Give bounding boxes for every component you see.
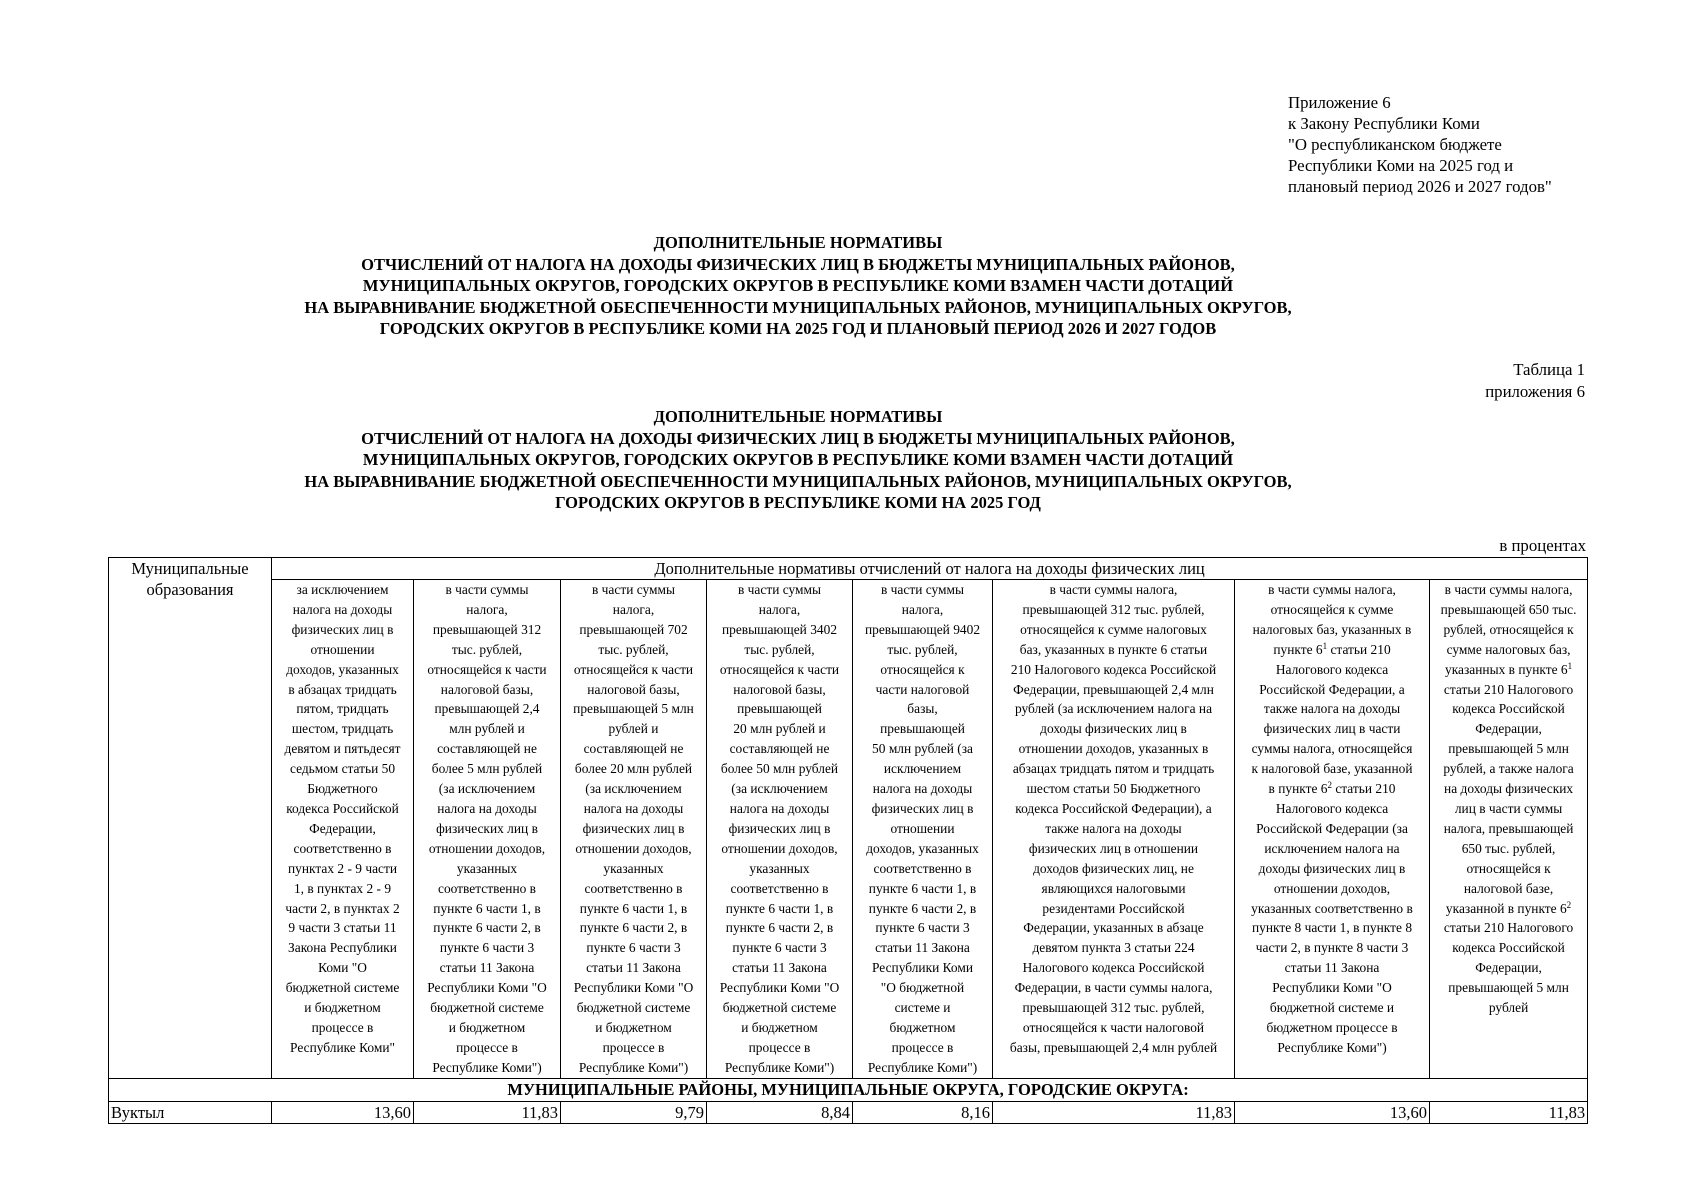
row-value: 11,83 <box>414 1101 561 1123</box>
column-header <box>853 580 993 1079</box>
units-label: в процентах <box>1499 536 1586 555</box>
column-header-line: налога на доходы <box>292 601 393 617</box>
table-title-line: ОТЧИСЛЕНИЙ ОТ НАЛОГА НА ДОХОДЫ ФИЗИЧЕСКИХ ЛИЦ В БЮДЖЕТЫ МУНИЦИПАЛЬНЫХ РАЙОНОВ, <box>361 428 1235 448</box>
column-header-line: Налогового кодекса <box>1275 661 1389 677</box>
document-title-line: ГОРОДСКИХ ОКРУГОВ В РЕСПУБЛИКЕ КОМИ НА 2025 ГОД И ПЛАНОВЫЙ ПЕРИОД 2026 И 2027 ГОДОВ <box>379 319 1217 338</box>
column-header-line: 20 млн рублей и <box>733 721 826 737</box>
column-header-line: также налога на доходы <box>1045 820 1182 836</box>
column-header-line: налоговой базы, <box>587 681 680 697</box>
column-header-line: бюджетном процессе в <box>1266 1019 1398 1035</box>
column-header-line: пункте 6 части 2, в <box>433 920 541 936</box>
column-header-line: превышающей <box>880 721 965 737</box>
column-header-line: налога на доходы <box>729 800 830 816</box>
column-header-line: физических лиц в части <box>1263 721 1401 737</box>
column-header-line: указанных <box>749 860 810 876</box>
column-header-line: Федерации, <box>1475 960 1542 976</box>
column-header-line: процессе в <box>748 1039 811 1055</box>
column-header-line: 650 тыс. рублей, <box>1461 840 1556 856</box>
column-header-line: относящейся к части налоговой <box>1022 1019 1205 1035</box>
row-value: 8,84 <box>707 1101 853 1123</box>
row-municipality-name: Вуктыл <box>109 1101 272 1123</box>
row-value: 13,60 <box>272 1101 414 1123</box>
column-header-line: исключением <box>883 761 962 777</box>
column-header-line: (за исключением <box>438 781 536 797</box>
column-header-line: Бюджетного <box>307 781 378 797</box>
column-header-line: пункте 6 части 1, в <box>579 900 688 916</box>
column-header-line: процессе в <box>602 1039 665 1055</box>
column-header-line: Республики Коми "О <box>1272 980 1392 996</box>
column-header-line: указанных соответственно в <box>1251 900 1413 916</box>
column-header-line: в части суммы <box>737 582 821 597</box>
column-header-line: в части суммы <box>445 582 529 597</box>
column-header-line: Федерации, превышающей 2,4 млн <box>1013 681 1214 697</box>
column-header <box>1430 580 1588 1079</box>
column-header-line: Налогового кодекса <box>1275 800 1389 816</box>
header-norms-group: Дополнительные нормативы отчислений от налога на доходы физических лиц <box>272 558 1588 580</box>
column-header-line: в части суммы налога, <box>1268 582 1396 597</box>
column-header-line: указанных <box>603 860 664 876</box>
column-header-line: бюджетной системе и <box>1269 1000 1395 1016</box>
column-header <box>561 580 707 1079</box>
column-header-line: части 2, в пунктах 2 <box>285 900 400 916</box>
column-header-line: указанной в пункте $6^2$ <box>1445 899 1572 916</box>
column-header-line: лиц в части суммы <box>1454 800 1563 816</box>
column-header <box>414 580 561 1079</box>
column-header-line: в части суммы <box>591 582 675 597</box>
column-header-line: в абзацах тридцать <box>288 681 397 697</box>
column-header-line: процессе в <box>891 1039 954 1055</box>
column-header-line: налоговой базы, <box>440 681 534 697</box>
row-value: 11,83 <box>993 1101 1235 1123</box>
column-header-line: "О бюджетной <box>880 980 965 996</box>
column-header-line: Республике Коми") <box>724 1059 835 1075</box>
column-header-line: отношении доходов, <box>721 840 838 856</box>
column-header-line: статьи 11 Закона <box>439 960 535 976</box>
column-header-line: превышающей 650 тыс. <box>1440 601 1577 617</box>
column-header-line: Налогового кодекса Российской <box>1022 960 1205 976</box>
table-title-line: НА ВЫРАВНИВАНИЕ БЮДЖЕТНОЙ ОБЕСПЕЧЕННОСТИ МУНИЦИПАЛЬНЫХ РАЙОНОВ, МУНИЦИПАЛЬНЫХ ОКРУГОВ, <box>304 471 1292 491</box>
column-header-line: составляющей не <box>583 741 684 757</box>
column-header-line: в части суммы <box>880 582 964 597</box>
row-value: 13,60 <box>1235 1101 1430 1123</box>
column-header-line: бюджетной системе <box>285 980 400 996</box>
column-header-line: тыс. рублей, <box>887 641 958 657</box>
row-value: 11,83 <box>1430 1101 1588 1123</box>
table-number-line: приложения 6 <box>1485 381 1585 401</box>
column-header-line: относящейся к части <box>427 661 547 677</box>
column-header-line: седьмом статьи 50 <box>289 761 396 777</box>
column-header-line: кодекса Российской <box>1452 701 1565 717</box>
column-header-line: рублей (за исключением налога на <box>1014 701 1213 717</box>
row-value: 8,16 <box>853 1101 993 1123</box>
column-header-line: Федерации, указанных в абзаце <box>1023 920 1204 936</box>
column-header-line: превышающей 2,4 <box>434 701 540 717</box>
column-header-line: пункте 6 части 3 <box>586 940 681 956</box>
column-header-line: доходов, указанных <box>866 840 979 856</box>
column-header-line: девятом и пятьдесят <box>284 741 401 757</box>
table-row <box>109 1101 1588 1123</box>
appendix-line: "О республиканском бюджете <box>1288 135 1502 154</box>
column-header-line: статьи 210 Налогового <box>1443 920 1574 936</box>
column-header-line: налога, превышающей <box>1443 820 1574 836</box>
column-header-line: суммы налога, относящейся <box>1251 741 1413 757</box>
column-header-line: относящейся к части <box>573 661 694 677</box>
column-header-line: сумме налоговых баз, <box>1446 641 1571 657</box>
column-header-line: 50 млн рублей (за <box>872 741 973 757</box>
column-header-line: рублей, относящейся к <box>1443 621 1574 637</box>
column-header-line: в части суммы налога, <box>1444 582 1573 597</box>
column-header-line: базы, превышающей 2,4 млн рублей <box>1009 1039 1218 1055</box>
document-title-line: НА ВЫРАВНИВАНИЕ БЮДЖЕТНОЙ ОБЕСПЕЧЕННОСТИ МУНИЦИПАЛЬНЫХ РАЙОНОВ, МУНИЦИПАЛЬНЫХ ОКРУГОВ, <box>304 297 1292 317</box>
column-header-line: резидентами Российской <box>1042 900 1185 916</box>
section-row <box>109 1078 1588 1101</box>
column-header-line: доходы физических лиц в <box>1040 721 1187 737</box>
column-header-line: пункте 6 части 1, в <box>433 900 541 916</box>
header-municipalities-line: Муниципальные <box>131 559 249 578</box>
column-header-line: и бюджетном <box>448 1019 526 1035</box>
column-header-line: пункте 6 части 2, в <box>579 920 688 936</box>
column-header-line: Республики Коми <box>872 960 973 976</box>
column-header-line: отношении доходов, указанных в <box>1018 741 1209 757</box>
column-header-line: относящейся к <box>880 661 965 677</box>
column-header-line: пункте 6 части 1, в <box>725 900 834 916</box>
column-header-line: рублей и <box>608 721 659 737</box>
column-header-line: доходы физических лиц в <box>1258 860 1406 876</box>
column-header-line: налога, <box>758 601 801 617</box>
table-title-line: МУНИЦИПАЛЬНЫХ ОКРУГОВ, ГОРОДСКИХ ОКРУГОВ В РЕСПУБЛИКЕ КОМИ ВЗАМЕН ЧАСТИ ДОТАЦИЙ <box>362 450 1234 469</box>
table-number-line: Таблица 1 <box>1513 360 1585 379</box>
column-header-line: доходов, указанных <box>286 661 399 677</box>
column-header-line: налога, <box>466 601 508 617</box>
column-header-line: пунктах 2 - 9 части <box>287 860 398 876</box>
column-header-line: пункте 6 части 3 <box>732 940 827 956</box>
column-header-line: абзацах тридцать пятом и тридцать <box>1012 761 1215 777</box>
column-header-line: Республике Коми") <box>1277 1039 1387 1055</box>
column-header-line: на доходы физических <box>1444 781 1574 797</box>
column-header-line: составляющей не <box>729 741 830 757</box>
column-header-line: превышающей 5 млн <box>1448 980 1569 996</box>
column-header-line: налоговой базы, <box>733 681 826 697</box>
section-label: МУНИЦИПАЛЬНЫЕ РАЙОНЫ, МУНИЦИПАЛЬНЫЕ ОКРУГА, ГОРОДСКИЕ ОКРУГА: <box>109 1078 1588 1101</box>
column-header-line: превышающей <box>737 701 822 717</box>
column-header <box>707 580 853 1079</box>
column-header-line: баз, указанных в пункте 6 статьи <box>1019 641 1208 657</box>
column-header-line: и бюджетном <box>595 1019 672 1035</box>
table-number <box>1485 359 1585 402</box>
column-header-line: налога на доходы <box>437 800 537 816</box>
column-header-line: физических лиц в <box>582 820 685 836</box>
document-title-line: ОТЧИСЛЕНИЙ ОТ НАЛОГА НА ДОХОДЫ ФИЗИЧЕСКИХ ЛИЦ В БЮДЖЕТЫ МУНИЦИПАЛЬНЫХ РАЙОНОВ, <box>361 254 1235 274</box>
column-header-line: Федерации, <box>1475 721 1542 737</box>
column-header-line: превышающей 702 <box>579 621 688 637</box>
column-header-line: тыс. рублей, <box>744 641 815 657</box>
column-header-line: девятом пункта 3 статьи 224 <box>1032 940 1195 956</box>
column-header <box>1235 580 1430 1079</box>
column-header-line: рублей <box>1488 1000 1529 1016</box>
column-header-line: бюджетной системе <box>722 1000 837 1016</box>
column-header-line: пункте 6 части 2, в <box>868 900 977 916</box>
appendix-line: Приложение 6 <box>1288 93 1391 112</box>
column-header-line: к налоговой базе, указанной <box>1251 761 1413 777</box>
column-header-line: отношении <box>890 820 955 836</box>
header-municipalities-line: образования <box>146 580 234 599</box>
column-header-line: пятом, тридцать <box>296 701 389 717</box>
column-header-line: соответственно в <box>730 880 829 896</box>
column-header-line: пункте 6 части 3 <box>439 940 535 956</box>
norms-table <box>108 557 1588 1124</box>
column-header-line: превышающей 312 тыс. рублей, <box>1022 1000 1205 1016</box>
column-header-line: составляющей не <box>437 741 537 757</box>
column-header-line: процессе в <box>311 1019 374 1035</box>
column-header-line: части 2, в пункте 8 части 3 <box>1255 940 1409 956</box>
column-header-line: пункте 6 части 3 <box>875 920 970 936</box>
column-header-line: указанных в пункте $6^1$ <box>1445 660 1573 677</box>
header-municipalities <box>109 558 272 1079</box>
column-header-line: указанных <box>456 860 518 876</box>
column-header-line: Российской Федерации (за <box>1256 820 1408 836</box>
column-header-line: бюджетном <box>889 1019 956 1035</box>
column-header-line: рублей, а также налога <box>1443 761 1574 777</box>
column-header-line: бюджетной системе <box>430 1000 544 1016</box>
column-header-line: превышающей 312 <box>432 621 542 637</box>
column-header-line: Республике Коми" <box>290 1039 395 1055</box>
column-header-line: базы, <box>907 701 938 717</box>
column-header-line: статьи 11 Закона <box>1284 960 1380 976</box>
column-header-line: физических лиц в <box>871 800 974 816</box>
column-header-line: относящейся к сумме налоговых <box>1020 621 1207 637</box>
column-header-line: млн рублей и <box>449 721 525 737</box>
column-header-line: бюджетной системе <box>576 1000 691 1016</box>
column-header-line: Республике Коми") <box>578 1059 689 1075</box>
column-header-line: физических лиц в <box>291 621 394 637</box>
column-header-line: доходов физических лиц, не <box>1033 860 1194 876</box>
column-header-line: отношении <box>310 641 375 657</box>
column-header-line: системе и <box>894 1000 951 1016</box>
column-header-line: превышающей 9402 <box>864 621 981 637</box>
column-header-line: тыс. рублей, <box>451 641 523 657</box>
subheader-row <box>109 580 1588 1079</box>
column-header-line: Республики Коми "О <box>427 980 547 996</box>
column-header-line: пункте $6^1$ статьи 210 <box>1273 640 1391 657</box>
column-header-line: налоговых баз, указанных в <box>1252 621 1412 637</box>
column-header-line: отношении доходов, <box>1273 880 1391 896</box>
appendix-line: к Закону Республики Коми <box>1288 114 1480 133</box>
row-value: 9,79 <box>561 1101 707 1123</box>
column-header-line: налога, <box>612 601 655 617</box>
column-header-line: кодекса Российской Федерации), а <box>1015 800 1212 816</box>
column-header-line: Закона Республики <box>288 940 397 956</box>
column-header-line: Федерации, в части суммы налога, <box>1014 980 1213 996</box>
column-header-line: пункте 6 части 1, в <box>868 880 977 896</box>
document-title-line: МУНИЦИПАЛЬНЫХ ОКРУГОВ, ГОРОДСКИХ ОКРУГОВ В РЕСПУБЛИКЕ КОМИ ВЗАМЕН ЧАСТИ ДОТАЦИЙ <box>362 276 1234 295</box>
column-header-line: шестом, тридцать <box>291 721 394 737</box>
column-header-line: налога, <box>901 601 944 617</box>
column-header-line: (за исключением <box>585 781 682 797</box>
column-header-line: и бюджетном <box>304 1000 381 1016</box>
column-header-line: превышающей 312 тыс. рублей, <box>1022 601 1205 617</box>
column-header-line: Российской Федерации, а <box>1259 681 1405 697</box>
column-header-line: пункте 8 части 1, в пункте 8 <box>1251 920 1413 936</box>
column-header-line: статьи 11 Закона <box>732 960 827 976</box>
column-header-line: в части суммы налога, <box>1049 582 1178 597</box>
appendix-line: плановый период 2026 и 2027 годов" <box>1288 177 1552 196</box>
column-header-line: более 50 млн рублей <box>720 761 839 777</box>
column-header-line: пункте 6 части 2, в <box>725 920 834 936</box>
appendix-reference <box>1288 92 1588 197</box>
column-header-line: превышающей 5 млн <box>573 701 694 717</box>
column-header-line: части налоговой <box>875 681 970 697</box>
column-header-line: кодекса Российской <box>286 800 399 816</box>
column-header-line: Республике Коми") <box>867 1059 978 1075</box>
column-header-line: статьи 11 Закона <box>586 960 681 976</box>
column-header-line: шестом статьи 50 Бюджетного <box>1026 781 1201 797</box>
column-header-line: соответственно в <box>873 860 972 876</box>
header-row <box>109 558 1588 580</box>
column-header <box>272 580 414 1079</box>
table-title-line: ДОПОЛНИТЕЛЬНЫЕ НОРМАТИВЫ <box>653 407 943 426</box>
column-header-line: Коми "О <box>318 960 367 976</box>
column-header <box>993 580 1235 1079</box>
column-header-line: в пункте $6^2$ статьи 210 <box>1268 780 1396 797</box>
column-header-line: Республики Коми "О <box>719 980 840 996</box>
column-header-line: превышающей 3402 <box>721 621 838 637</box>
column-header-line: более 5 млн рублей <box>431 761 543 777</box>
column-header-line: (за исключением <box>731 781 828 797</box>
column-header-line: относящейся к <box>1466 860 1551 876</box>
column-header-line: физических лиц в отношении <box>1028 840 1199 856</box>
column-header-line: Республики Коми "О <box>573 980 694 996</box>
column-header-line: процессе в <box>456 1039 518 1055</box>
column-header-line: соответственно в <box>293 840 392 856</box>
document-title <box>100 232 1496 340</box>
column-header-line: соответственно в <box>584 880 683 896</box>
column-header-line: кодекса Российской <box>1452 940 1565 956</box>
column-header-line: также налога на доходы <box>1263 701 1401 717</box>
column-header-line: более 20 млн рублей <box>574 761 693 777</box>
column-header-line: Республике Коми") <box>432 1059 542 1075</box>
table-title <box>100 406 1496 514</box>
column-header-line: физических лиц в <box>436 820 538 836</box>
column-header-line: 210 Налогового кодекса Российской <box>1010 661 1217 677</box>
column-header-line: налога на доходы <box>583 800 684 816</box>
column-header-line: за исключением <box>296 582 389 597</box>
column-header-line: статьи 11 Закона <box>875 940 970 956</box>
column-header-line: соответственно в <box>437 880 536 896</box>
document-title-line: ДОПОЛНИТЕЛЬНЫЕ НОРМАТИВЫ <box>653 233 943 252</box>
column-header-line: являющихся налоговыми <box>1041 880 1186 896</box>
column-header-line: налога на доходы <box>872 781 973 797</box>
column-header-line: 9 части 3 статьи 11 <box>288 920 397 936</box>
column-header-line: 1, в пунктах 2 - 9 <box>293 880 392 896</box>
column-header-line: и бюджетном <box>741 1019 818 1035</box>
column-header-line: исключением налога на <box>1264 840 1400 856</box>
column-header-line: тыс. рублей, <box>598 641 669 657</box>
table-title-line: ГОРОДСКИХ ОКРУГОВ В РЕСПУБЛИКЕ КОМИ НА 2025 ГОД <box>555 493 1041 512</box>
appendix-line: Республики Коми на 2025 год и <box>1288 156 1514 175</box>
column-header-line: относящейся к части <box>719 661 840 677</box>
column-header-line: отношении доходов, <box>575 840 692 856</box>
column-header-line: Федерации, <box>309 820 376 836</box>
column-header-line: относящейся к сумме <box>1270 601 1394 617</box>
column-header-line: отношении доходов, <box>428 840 546 856</box>
column-header-line: налоговой базе, <box>1463 880 1554 896</box>
column-header-line: статьи 210 Налогового <box>1443 681 1574 697</box>
column-header-line: превышающей 5 млн <box>1448 741 1569 757</box>
column-header-line: физических лиц в <box>728 820 831 836</box>
